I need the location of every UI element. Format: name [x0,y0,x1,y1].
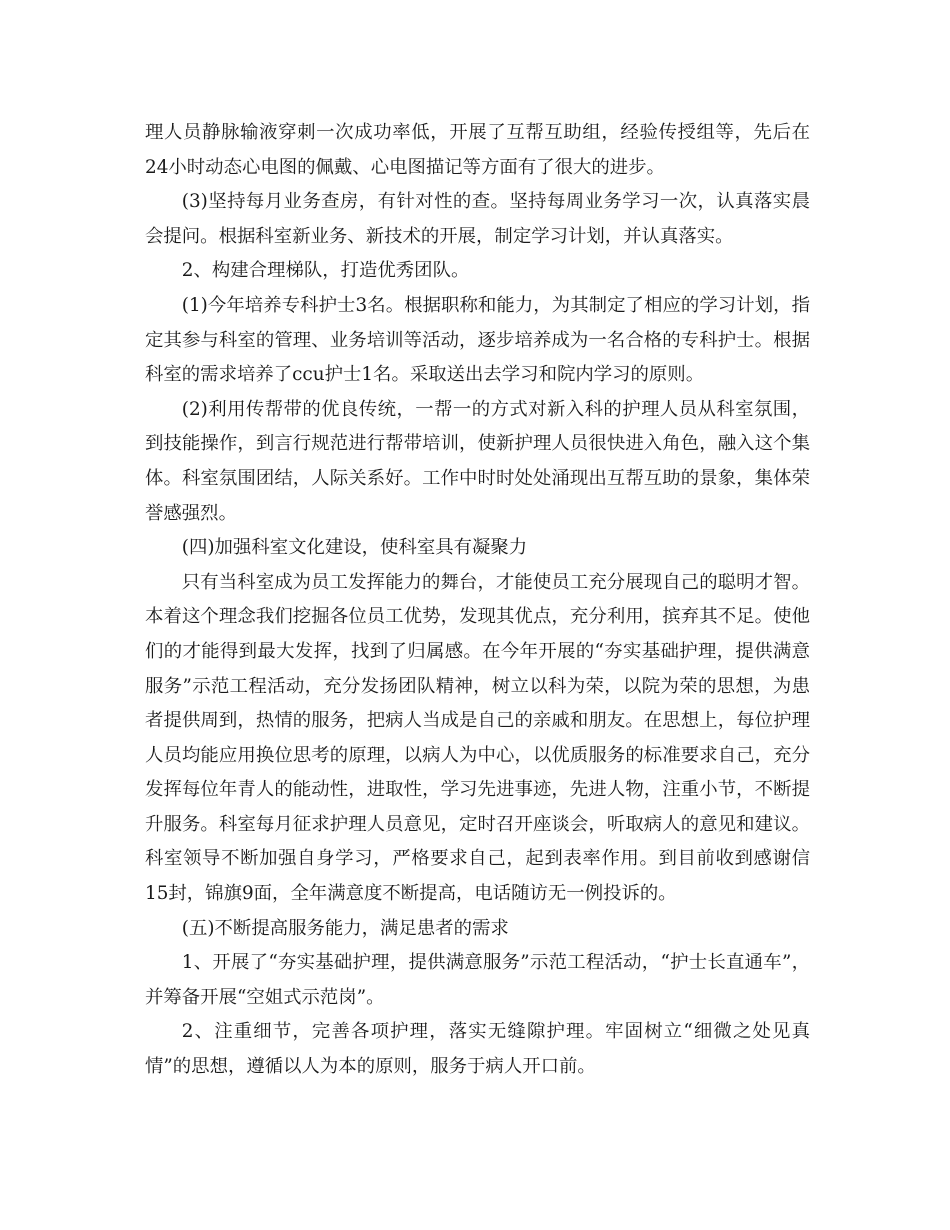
section-heading-5: (五)不断提高服务能力，满足患者的需求 [181,917,509,939]
paragraph-10: 2、注重细节，完善各项护理，落实无缝隙护理。牢固树立“细微之处见真情”的思想，遵循以人为本的原则，服务于病人开口前。 [145,1021,810,1078]
paragraph-5: (2)利用传帮带的优良传统，一帮一的方式对新入科的护理人员从科室氛围，到技能操作，到言行规范进行帮带培训，使新护理人员很快进入角色，融入这个集体。科室氛围团结，人际关系好。工作中时时处处涌现出互帮互助的景象，集体荣誉感强烈。 [145,398,810,524]
document-body [145,116,810,1085]
section-heading-4: (四)加强科室文化建设，使科室具有凝聚力 [181,537,528,559]
paragraph-3: 2、构建合理梯队，打造优秀团队。 [181,260,470,282]
paragraph-4: (1)今年培养专科护士3名。根据职称和能力，为其制定了相应的学习计划，指定其参与科室的管理、业务培训等活动，逐步培养成为一名合格的专科护士。根据科室的需求培养了ccu护士1名。采取送出去学习和院内学习的原则。 [145,294,810,386]
paragraph-7: 只有当科室成为员工发挥能力的舞台，才能使员工充分展现自己的聪明才智。本着这个理念我们挖掘各位员工优势，发现其优点，充分利用，摈弃其不足。使他们的才能得到最大发挥，找到了归属感。在今年开展的“夯实基础护理，提供满意服务”示范工程活动，充分发扬团队精神，树立以科为荣，以院为荣的思想，为患者提供周到，热情的服务，把病人当成是自己的亲戚和朋友。在思想上，每位护理人员均能应用换位思考的原理，以病人为中心，以优质服务的标准要求自己，充分发挥每位年青人的能动性，进取性，学习先进事迹，先进人物，注重小节，不断提升服务。科室每月征求护理人员意见，定时召开座谈会，听取病人的意见和建议。科室领导不断加强自身学习，严格要求自己，起到表率作用。到目前收到感谢信15封，锦旗9面，全年满意度不断提高，电话随访无一例投诉的。 [145,571,810,905]
paragraph-2: (3)坚持每月业务查房，有针对性的查。坚持每周业务学习一次，认真落实晨会提问。根据科室新业务、新技术的开展，制定学习计划，并认真落实。 [145,191,810,247]
paragraph-1: 理人员静脉输液穿刺一次成功率低，开展了互帮互助组，经验传授组等，先后在24小时动态心电图的佩戴、心电图描记等方面有了很大的进步。 [145,122,810,178]
paragraph-9: 1、开展了“夯实基础护理，提供满意服务”示范工程活动，“护士长直通车”，并筹备开展“空姐式示范岗”。 [145,952,810,1008]
